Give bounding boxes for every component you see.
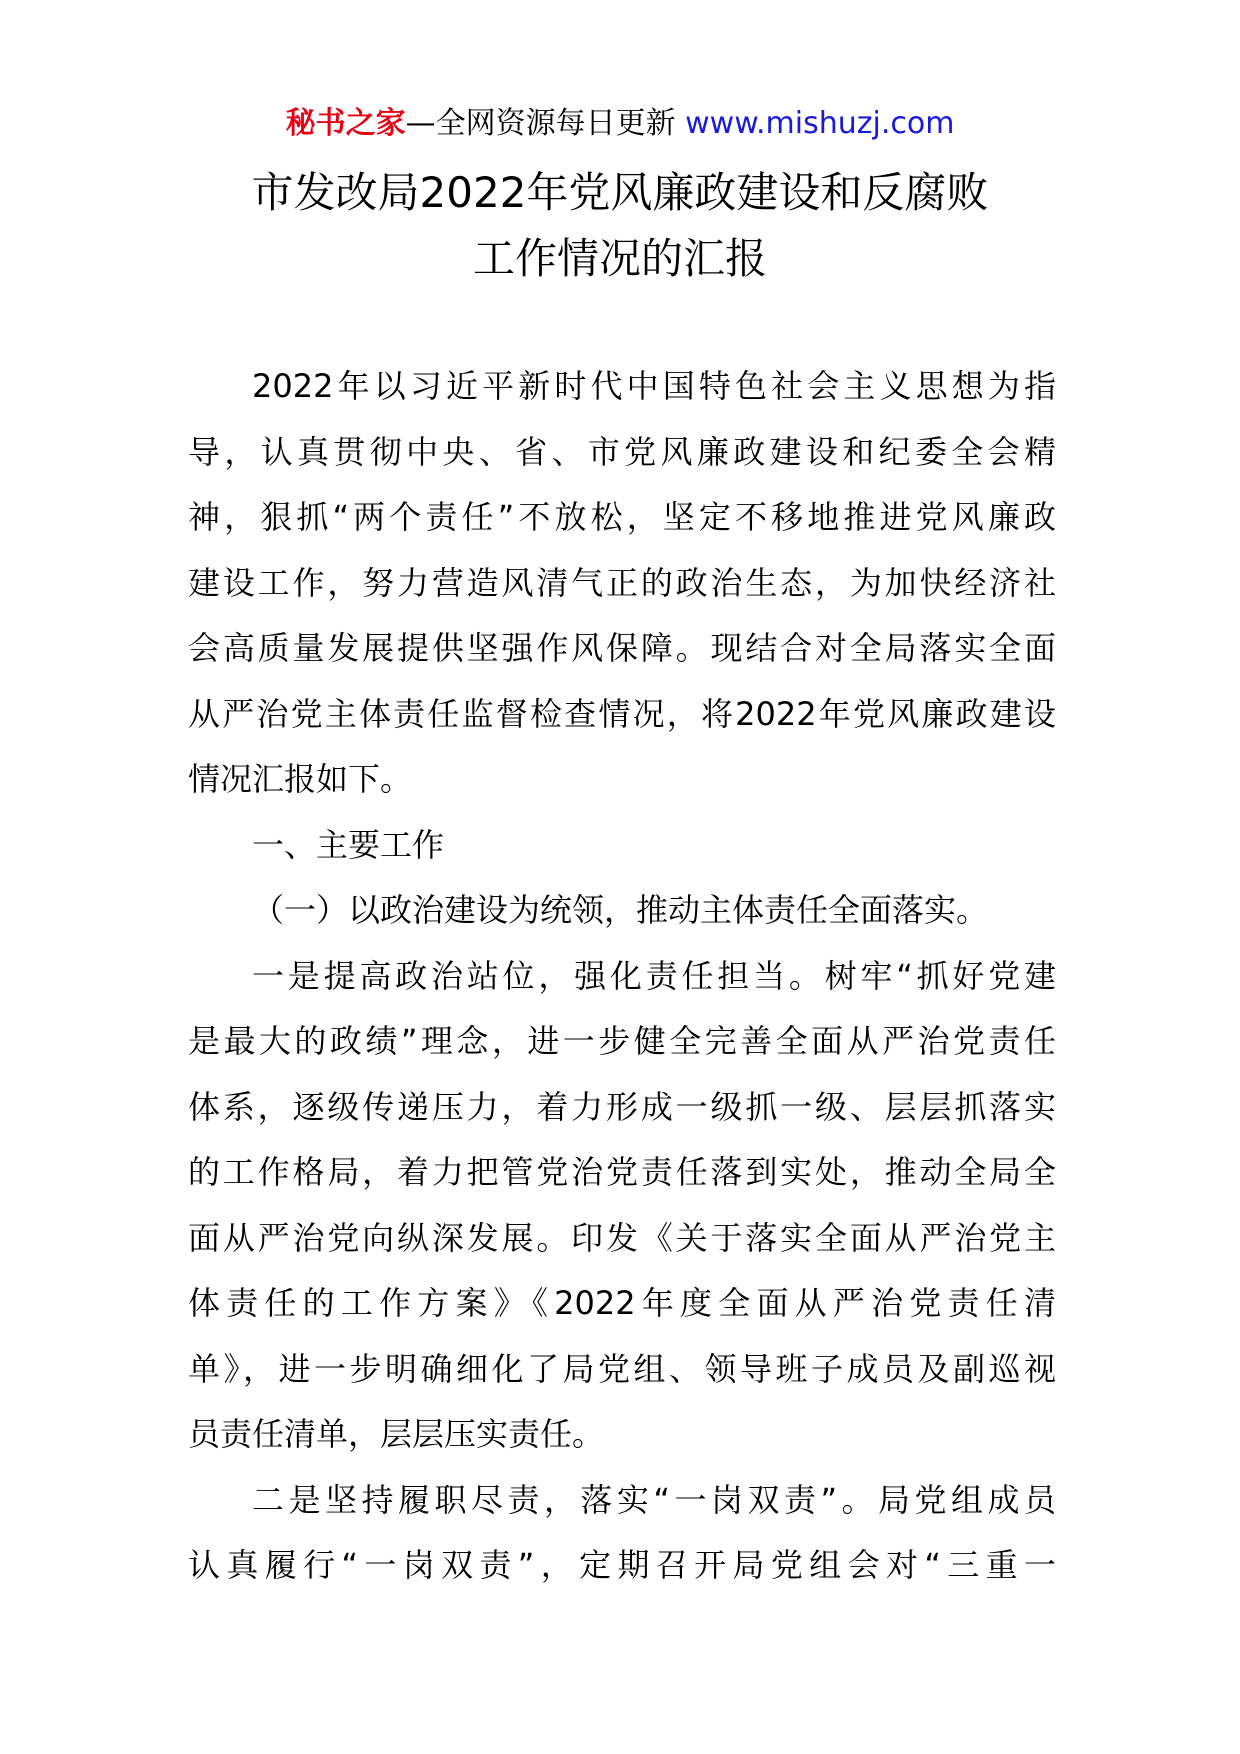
text-line: 一是提高政治站位，强化责任担当。树牢“抓好党建 xyxy=(252,956,1056,995)
text-line: 是最大的政绩”理念，进一步健全完善全面从严治党责任 xyxy=(188,1022,1056,1060)
brand-name: 秘书之家 xyxy=(285,106,406,141)
text-line: 神，狠抓“两个责任”不放松，坚定不移地推进党风廉政 xyxy=(188,498,1056,536)
text-line: 情况汇报如下。 xyxy=(188,760,413,798)
header-slogan: —全网资源每日更新 xyxy=(405,106,686,141)
text-line: 体责任的工作方案》《2022年度全面从严治党责任清 xyxy=(188,1284,1056,1322)
text-line: 员责任清单，层层压实责任。 xyxy=(188,1415,605,1453)
paragraph-intro xyxy=(188,354,1056,813)
document-title xyxy=(0,160,1240,292)
title-line-1: 市发改局2022年党风廉政建设和反腐败 xyxy=(251,168,989,217)
text-line: 建设工作，努力营造风清气正的政治生态，为加快经济社 xyxy=(188,563,1056,602)
paragraph-point-1 xyxy=(188,944,1056,1468)
text-line: 会高质量发展提供坚强作风保障。现结合对全局落实全面 xyxy=(188,629,1056,667)
source-header xyxy=(0,98,1240,150)
subsection-heading: （一）以政治建设为统领，推动主体责任全面落实。 xyxy=(252,891,989,929)
text-line: 的工作格局，着力把管党治党责任落到实处，推动全局全 xyxy=(188,1153,1056,1191)
text-line: 面从严治党向纵深发展。印发《关于落实全面从严治党主 xyxy=(188,1218,1056,1257)
text-line: 体系，逐级传递压力，着力形成一级抓一级、层层抓落实 xyxy=(188,1087,1056,1126)
text-line: 导，认真贯彻中央、省、市党风廉政建设和纪委全会精 xyxy=(188,432,1056,471)
text-line: 二是坚持履职尽责，落实“一岗双责”。局党组成员 xyxy=(252,1480,1056,1519)
text-line: 认真履行“一岗双责”，定期召开局党组会对“三重一 xyxy=(188,1546,1056,1584)
title-line-2: 工作情况的汇报 xyxy=(472,234,767,283)
document-body xyxy=(188,354,1056,1599)
text-line: 2022年以习近平新时代中国特色社会主义思想为指 xyxy=(252,367,1056,405)
paragraph-point-2 xyxy=(188,1468,1056,1599)
section-heading: 一、主要工作 xyxy=(252,825,445,864)
text-line: 单》，进一步明确细化了局党组、领导班子成员及副巡视 xyxy=(188,1349,1056,1388)
text-line: 从严治党主体责任监督检查情况，将2022年党风廉政建设 xyxy=(188,694,1056,733)
website-link[interactable]: www.mishuzj.com xyxy=(685,106,955,141)
